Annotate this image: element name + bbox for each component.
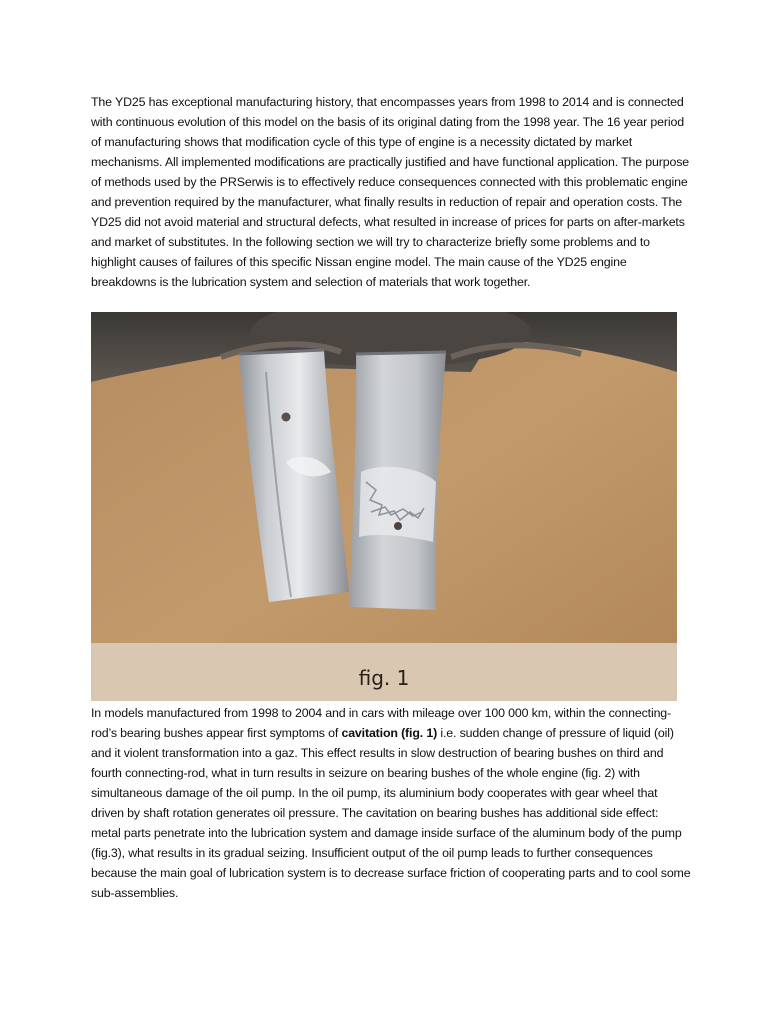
paragraph-text-2: i.e. sudden change of pressure of liquid (oil) and it violent transformation into a gaz. This effect results in slow destruction of bearing bushes on third and fourth connecting-rod, what in turn results in seizure on bearing bushes of the whole engine (fig. 2) with simultaneous damage of the oil pump. In the oil pump, its aluminium body cooperates with gear wheel that driven by shaft rotation generates oil pressure. The cavitation on bearing bushes has additional side effect: metal parts penetrate into the lubrication system and damage inside surface of the aluminum body of the pump (fig.3), what results in its gradual seizing. Insufficient output of the oil pump leads to further consequences because the main goal of lubrication system is to decrease surface friction of cooperating parts and to cool some sub-assemblies. [91,726,691,900]
bearing-photo [91,312,677,701]
figure-caption: fig. 1 [358,666,410,690]
cavitation-term: cavitation (fig. 1) [341,726,438,740]
intro-paragraph: The YD25 has exceptional manufacturing history, that encompasses years from 1998 to 2014 and is connected with continuous evolution of this model on the basis of its original dating from the 1998 year. The 16 year period of manufacturing shows that modification cycle of this type of engine is a necessity dictated by market mechanisms. All implemented modifications are practically justified and have functional application. The purpose of methods used by the PRSerwis is to effectively reduce consequences connected with this problematic engine and prevention required by the manufacturer, what finally results in reduction of repair and operation costs. The YD25 did not avoid material and structural defects, what resulted in increase of prices for parts on after-markets and market of substitutes. In the following section we will try to characterize briefly some problems and to highlight causes of failures of this specific Nissan engine model. The main cause of the YD25 engine breakdowns is the lubrication system and selection of materials that work together. [91,95,690,289]
paragraph-text-1: In models manufactured from 1998 to 2004 and in cars with mileage over 100 000 km, within the connecting-rod’s bearing bushes appear first symptoms of [91,706,672,740]
cavitation-paragraph [91,703,691,903]
figure-1 [91,312,677,701]
